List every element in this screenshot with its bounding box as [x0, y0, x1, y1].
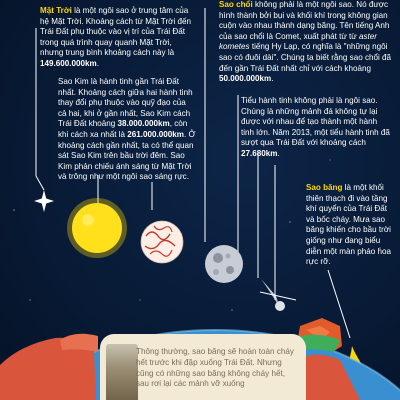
sun-name: Mặt Trời [40, 6, 72, 15]
comet-text-2: tiếng Hy Lạp, có nghĩa là "những ngôi sao có đuôi dài". Chúng ta biết rằng sao chổi đã đến gần Trái Đất nhất chỉ với cách khoảng [219, 42, 392, 73]
venus-text-2: , còn khi cách xa nhất là [58, 119, 188, 139]
asteroid-text-2: . [277, 148, 280, 158]
venus-text-3: . Ở khoảng cách gần nhất, ta có thể quan sát Sao Kim trên bầu trời đêm. Sao Kim phản chiếu ánh sáng từ Mặt Trời và trông như một ngôi sao sáng rực. [58, 129, 196, 182]
comet-name: Sao chổi [219, 0, 253, 9]
sun-description [40, 6, 192, 70]
comet-icon [260, 278, 285, 311]
meteor-text-1: là một khối thiên thạch đi vào tầng khí quyển của Trái Đất và bốc cháy. Mưa sao băng khiến cho bầu trời giống như đang biểu diễn một màn pháo hoa rực rỡ. [306, 183, 392, 267]
asteroid-text-1: Tiểu hành tinh không phải là ngôi sao. Chúng là những mảnh đá không tự lại được với nhau để tạo thành một hành tinh lớn. Năm 2013, một tiểu hành tinh đã sượt qua Trái Đất với khoảng cách [241, 96, 390, 148]
sun-distance: 149.600.000km [40, 58, 97, 68]
venus-description [58, 77, 196, 183]
comet-greek-term: aster kometes [219, 31, 377, 52]
sun-text-1: là một ngôi sao ở trung tâm của hệ Mặt Trời. Khoảng cách từ Mặt Trời đến Trái Đất phụ thuộc vào vị trí của Trái Đất trong quá trình quay quanh Mặt Trời, nhưng trung bình khoảng cách này là [40, 6, 191, 58]
venus-near-distance: 38.000.000km [117, 119, 170, 129]
asteroid-description [241, 96, 391, 160]
venus-far-distance: 261.000.000km [127, 129, 185, 139]
sun-icon [67, 198, 127, 258]
meteor-description [306, 183, 396, 268]
meteor-note-card [100, 334, 306, 400]
comet-description [219, 0, 395, 85]
meteor-note-text: Thông thường, sao băng sẽ hoàn toàn cháy hết trước khi đập xuống Trái Đất. Nhưng cũng có những sao băng không cháy hết, sau rơi lại các mảnh vỡ xuống [136, 347, 294, 389]
moon-icon [205, 245, 243, 283]
meteor-crater-photo [106, 344, 138, 400]
venus-planet-icon [141, 221, 183, 263]
comet-distance: 50.000.000km [219, 74, 272, 84]
star-icon [34, 190, 54, 212]
meteor-name: Sao băng [306, 183, 343, 192]
asteroid-distance: 27.680km [241, 148, 278, 158]
venus-text-1: Sao Kim là hành tinh gần Trái Đất nhất. Khoảng cách giữa hai hành tinh thay đổi phụ thuộc vào quỹ đạo của cả hai, khi ở gần nhất, Sao Kim cách Trái Đất khoảng [58, 77, 193, 129]
comet-text-3: . [271, 74, 274, 84]
comet-text-1: không phải là một ngôi sao. Nó được hình thành bởi bụi và khối khí trong không gian cuộn vào nhau thành dạng băng. Tên tiếng Anh của sao chổi là Comet, xuất phát từ từ [219, 0, 390, 41]
sun-text-2: . [96, 58, 99, 68]
